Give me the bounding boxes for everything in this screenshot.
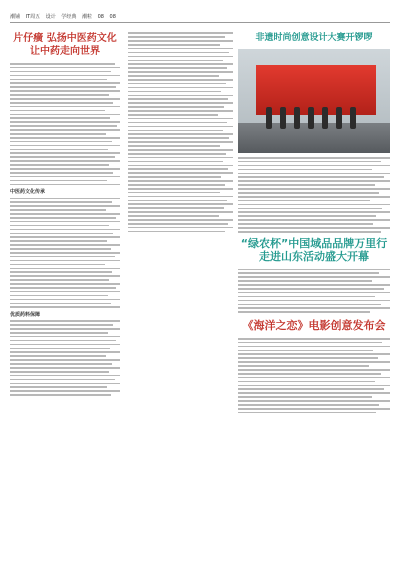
body-text-block (128, 32, 233, 232)
page-layout (10, 30, 390, 560)
person-figure (350, 107, 356, 129)
page-header (10, 12, 390, 23)
header-item: IT周五 (25, 14, 41, 20)
event-photo (238, 49, 390, 153)
body-text-block (238, 269, 390, 313)
body-text-block (10, 63, 120, 185)
left-article-title: 片仔癀 弘扬中医药文化让中药走向世界 (13, 33, 117, 57)
stage-floor (238, 123, 390, 153)
left-article (10, 30, 120, 398)
header-item: 08 (97, 14, 104, 20)
right-area (238, 30, 390, 416)
person-figure (308, 107, 314, 129)
person-figure (322, 107, 328, 129)
header-item: 潮铺 (10, 14, 21, 20)
stage-backdrop (256, 65, 376, 115)
person-figure (280, 107, 286, 129)
header-item: 潮粒 (81, 14, 92, 20)
header-item: 设计 (45, 14, 56, 20)
right-article-title: “绿农杯”中国域品品牌万里行 走进山东活动盛大开幕 (240, 236, 388, 263)
left-subhead-2: 优质药料保障 (10, 312, 41, 319)
person-figure (294, 107, 300, 129)
middle-article (128, 30, 233, 235)
body-text-block (10, 320, 120, 396)
header-item: 学经典 (61, 14, 77, 20)
middle-article-title: 非遗时尚创意设计大赛开锣啰 (255, 33, 373, 43)
bottom-article-title: 《海洋之恋》电影创意发布会 (242, 318, 386, 332)
body-text-block (10, 198, 120, 309)
left-subhead-1: 中医药文化传承 (10, 189, 46, 196)
person-figure (266, 107, 272, 129)
header-item: 08 (109, 14, 116, 20)
body-text-block (238, 157, 390, 233)
person-figure (336, 107, 342, 129)
body-text-block (238, 338, 390, 414)
